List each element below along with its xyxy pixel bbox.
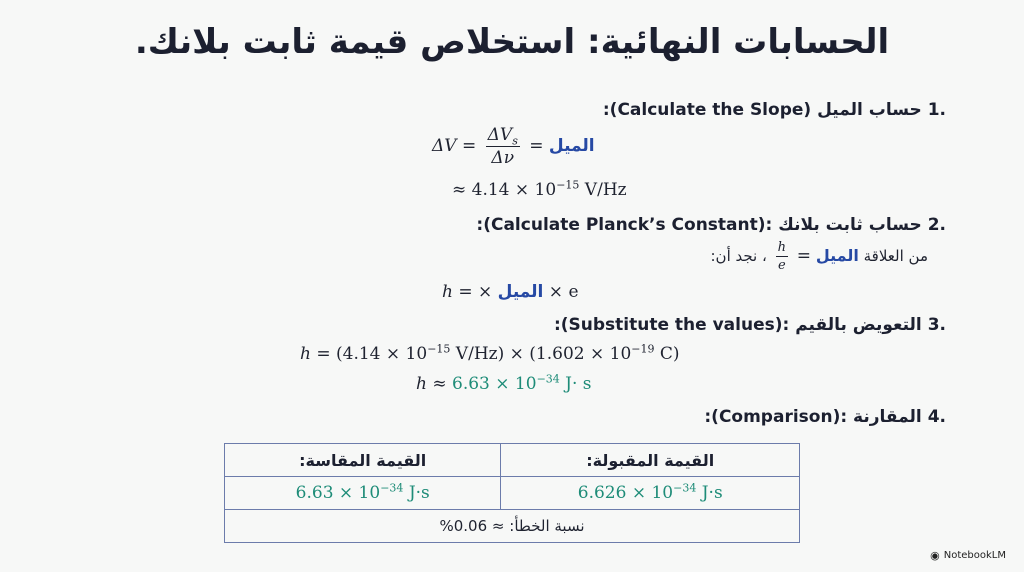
step2-relation: من العلاقة الميل = $\frac{h}{e}$ ، نجد أن: — [710, 240, 928, 273]
error-percentage: نسبة الخطأ: ≈ 0.06% — [225, 510, 800, 543]
h-result-value: $6.63 \times 10^{-34}$ J· s — [452, 372, 592, 394]
relation-prefix: من العلاقة — [863, 247, 928, 265]
table-header-row — [225, 444, 800, 477]
step4-heading — [704, 407, 946, 427]
step1-heading — [603, 100, 946, 120]
accepted-value: $6.626 \times 10^{-34}$ J·s — [501, 477, 800, 510]
step3-number: .3 — [927, 315, 946, 335]
measured-value: $6.63 \times 10^{-34}$ J·s — [225, 477, 501, 510]
page-title: الحسابات النهائية: استخلاص قيمة ثابت بلانك. — [134, 22, 890, 62]
fraction-numerator: $\Delta V_s$ — [487, 125, 518, 148]
fraction-denominator: Δν — [491, 148, 515, 168]
table-error-row — [225, 510, 800, 543]
h-over-e-fraction — [776, 240, 788, 273]
e-denominator: e — [777, 258, 786, 273]
h-numerator: h — [777, 240, 787, 255]
delta-v-symbol: ΔV — [432, 136, 457, 156]
measured-header: القيمة المقاسة: — [225, 444, 501, 477]
accepted-header: القيمة المقبولة: — [501, 444, 800, 477]
relation-suffix: ، نجد أن: — [710, 247, 767, 265]
notebooklm-logo — [930, 549, 1006, 562]
h-equation: h = × الميل × e — [442, 282, 579, 302]
step1-approx-value: ≈ $4.14 \times 10^{-15}$ V/Hz — [452, 178, 627, 200]
step4-heading-text: المقارنة :(Comparison): — [704, 407, 922, 427]
step2-number: .2 — [927, 215, 946, 235]
step2-heading-text: حساب ثابت بلانك :(Calculate Planck’s Constant): — [476, 215, 922, 235]
notebooklm-logo-icon: ◉ — [930, 549, 940, 562]
relation-slope-word: الميل — [815, 246, 859, 265]
step1-slope-equation: ΔV = $\frac{\Delta V_s}{\Delta\nu}$ = الميل — [432, 125, 595, 168]
step2-heading — [476, 215, 946, 235]
slope-word: الميل — [548, 136, 595, 156]
step3-heading — [554, 315, 946, 335]
notebooklm-logo-text: NotebookLM — [943, 550, 1006, 561]
step4-number: .4 — [927, 407, 946, 427]
h-result-line: $h \approx 6.63 \times 10^{-34}$ J· s — [416, 372, 592, 394]
step3-heading-text: التعويض بالقيم :(Substitute the values): — [553, 315, 922, 335]
step1-heading-text: حساب الميل (Calculate the Slope): — [602, 100, 922, 120]
h-eq-slope-word: الميل — [497, 282, 544, 302]
comparison-table — [224, 443, 800, 543]
table-values-row — [225, 477, 800, 510]
slope-fraction — [486, 125, 520, 168]
substitution-line: $h = (4.14 \times 10^{-15}$ $V/Hz) \times (1.602 \times 10^{-19}$ C) — [300, 342, 680, 364]
step1-number: .1 — [927, 100, 946, 120]
